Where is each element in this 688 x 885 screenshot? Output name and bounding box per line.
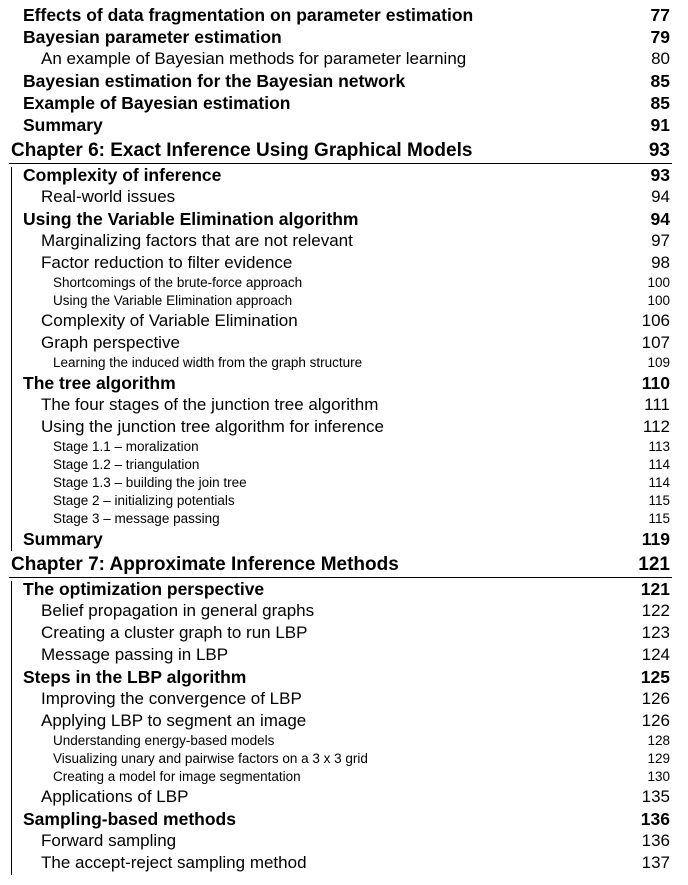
toc-entry[interactable] <box>0 733 688 751</box>
toc-entry-page: 112 <box>642 417 670 436</box>
toc-entry-title: Message passing in LBP <box>41 645 229 664</box>
toc-entry-title: Creating a model for image segmentation <box>53 769 301 784</box>
toc-entry[interactable] <box>0 115 688 137</box>
toc-entry[interactable] <box>0 253 688 275</box>
toc-entry-page: 93 <box>650 165 670 185</box>
toc-entry-title: Forward sampling <box>41 831 177 850</box>
toc-entry[interactable] <box>0 623 688 645</box>
toc-entry[interactable] <box>0 373 688 395</box>
toc-entry-page: 130 <box>647 769 670 784</box>
toc-entry-title: The four stages of the junction tree algorithm <box>41 395 379 414</box>
toc-entry-page: 115 <box>648 493 670 508</box>
toc-entry-page: 136 <box>640 809 670 829</box>
toc-entry-page: 91 <box>650 115 670 135</box>
toc-entry-title: Stage 2 – initializing potentials <box>53 493 235 508</box>
toc-entry[interactable] <box>0 311 688 333</box>
chapter-page: 121 <box>638 554 670 575</box>
toc-entry-title: Shortcomings of the brute-force approach <box>53 275 303 290</box>
toc-entry[interactable] <box>0 355 688 373</box>
toc-entry-title: Marginalizing factors that are not relevant <box>41 231 353 250</box>
toc-entry-title: Effects of data fragmentation on parameter estimation <box>23 5 474 25</box>
toc-entry-page: 115 <box>648 511 670 526</box>
chapter-6-block <box>0 140 688 551</box>
toc-entry[interactable] <box>0 667 688 689</box>
toc-entry[interactable] <box>0 809 688 831</box>
chapter-heading[interactable] <box>0 140 688 162</box>
chapter-6-rule <box>11 167 12 551</box>
toc-entry-title: Learning the induced width from the graph structure <box>53 355 363 370</box>
toc-entry-page: 123 <box>641 623 670 642</box>
toc-entry[interactable] <box>0 209 688 231</box>
toc-entry-page: 111 <box>644 395 670 414</box>
toc-entry-page: 77 <box>650 5 670 25</box>
toc-entry[interactable] <box>0 457 688 475</box>
toc-entry[interactable] <box>0 493 688 511</box>
toc-entry[interactable] <box>0 165 688 187</box>
toc-entry-page: 114 <box>648 475 670 490</box>
toc-entry-page: 126 <box>641 711 670 730</box>
toc-entry-page: 109 <box>647 355 670 370</box>
toc-entry[interactable] <box>0 187 688 209</box>
toc-entry[interactable] <box>0 511 688 529</box>
toc-entry-page: 129 <box>647 751 670 766</box>
toc-entry-title: Visualizing unary and pairwise factors on a 3 x 3 grid <box>53 751 368 766</box>
toc-entry-title: The tree algorithm <box>23 373 176 393</box>
toc-entry-page: 128 <box>647 733 670 748</box>
toc-entry-title: Bayesian parameter estimation <box>23 27 282 47</box>
toc-entry-page: 94 <box>650 209 670 229</box>
toc-entry-title: Complexity of Variable Elimination <box>41 311 298 330</box>
toc-entry-title: Creating a cluster graph to run LBP <box>41 623 308 642</box>
toc-entry-title: Factor reduction to filter evidence <box>41 253 293 272</box>
toc-entry-page: 97 <box>651 231 670 250</box>
toc-entry-page: 113 <box>648 439 670 454</box>
toc-entry-page: 107 <box>641 333 670 352</box>
toc-entry-title: Stage 1.3 – building the join tree <box>53 475 247 490</box>
toc-entry-page: 85 <box>650 71 670 91</box>
toc-entry-title: Graph perspective <box>41 333 180 352</box>
toc-entry-page: 80 <box>651 49 670 68</box>
toc-entry-title: Steps in the LBP algorithm <box>23 667 247 687</box>
toc-entry-page: 85 <box>650 93 670 113</box>
toc-entry-page: 135 <box>641 787 670 806</box>
chapter-page: 93 <box>648 140 670 161</box>
toc-entry[interactable] <box>0 711 688 733</box>
toc-entry-title: Real-world issues <box>41 187 176 206</box>
toc-entry-title: Complexity of inference <box>23 165 222 185</box>
toc-entry[interactable] <box>0 831 688 853</box>
toc-entry[interactable] <box>0 49 688 71</box>
toc-entry-page: 125 <box>640 667 670 687</box>
toc-entry[interactable] <box>0 439 688 457</box>
toc-entry[interactable] <box>0 395 688 417</box>
toc-entry-page: 137 <box>641 853 670 872</box>
toc-entry-page: 122 <box>641 601 670 620</box>
toc-entry-page: 136 <box>641 831 670 850</box>
chapter-heading[interactable] <box>0 554 688 576</box>
toc-entry[interactable] <box>0 475 688 493</box>
toc-entry-title: An example of Bayesian methods for parameter learning <box>41 49 467 68</box>
toc-entry[interactable] <box>0 71 688 93</box>
toc-entry[interactable] <box>0 231 688 253</box>
toc-entry[interactable] <box>0 417 688 439</box>
toc-entry[interactable] <box>0 769 688 787</box>
toc-entry-title: Using the Variable Elimination approach <box>53 293 293 308</box>
toc-entry-title: Understanding energy-based models <box>53 733 275 748</box>
toc-entry[interactable] <box>0 275 688 293</box>
toc-entry-page: 121 <box>640 579 670 599</box>
toc-entry[interactable] <box>0 645 688 667</box>
chapter-7-rule <box>11 581 12 875</box>
toc-entry-title: The optimization perspective <box>23 579 265 599</box>
toc-entry-title: Applying LBP to segment an image <box>41 711 307 730</box>
toc-entry-title: Applications of LBP <box>41 787 189 806</box>
toc-entry-page: 94 <box>651 187 670 206</box>
toc-entry-title: Bayesian estimation for the Bayesian network <box>23 71 406 91</box>
toc-entry[interactable] <box>0 579 688 601</box>
toc-entry[interactable] <box>0 93 688 115</box>
toc-entry-page: 119 <box>641 529 670 549</box>
chapter-title: Chapter 6: Exact Inference Using Graphical Models <box>11 140 473 161</box>
toc-entry[interactable] <box>0 853 688 875</box>
chapter-7-block <box>0 554 688 875</box>
toc-entry-title: Summary <box>23 529 103 549</box>
toc-entry-page: 126 <box>641 689 670 708</box>
toc-entry[interactable] <box>0 601 688 623</box>
toc-entry[interactable] <box>0 27 688 49</box>
toc-entry-page: 79 <box>650 27 670 47</box>
toc-entry-page: 106 <box>641 311 670 330</box>
toc-entry[interactable] <box>0 5 688 27</box>
toc-entry-title: Stage 1.1 – moralization <box>53 439 199 454</box>
toc-entry-page: 98 <box>651 253 670 272</box>
toc-entry-page: 110 <box>641 373 670 393</box>
toc-entry-title: The accept-reject sampling method <box>41 853 307 872</box>
toc-entry-title: Stage 1.2 – triangulation <box>53 457 200 472</box>
toc-entry-title: Example of Bayesian estimation <box>23 93 291 113</box>
toc-entry-title: Summary <box>23 115 103 135</box>
chapter-title: Chapter 7: Approximate Inference Methods <box>11 554 399 575</box>
toc-entry[interactable] <box>0 787 688 809</box>
toc-entry[interactable] <box>0 751 688 769</box>
toc-entry-title: Stage 3 – message passing <box>53 511 220 526</box>
toc-entry-title: Belief propagation in general graphs <box>41 601 315 620</box>
toc-entry-page: 100 <box>647 293 670 308</box>
toc-entry-title: Using the Variable Elimination algorithm <box>23 209 359 229</box>
toc-entry-title: Sampling-based methods <box>23 809 236 829</box>
toc-entry[interactable] <box>0 293 688 311</box>
toc-entry[interactable] <box>0 333 688 355</box>
toc-entry-page: 124 <box>641 645 670 664</box>
toc-entry-page: 100 <box>647 275 670 290</box>
toc-entry[interactable] <box>0 689 688 711</box>
toc-entry-title: Using the junction tree algorithm for inference <box>41 417 385 436</box>
toc-entry-title: Improving the convergence of LBP <box>41 689 302 708</box>
toc-entry-page: 114 <box>648 457 670 472</box>
toc-entry[interactable] <box>0 529 688 551</box>
